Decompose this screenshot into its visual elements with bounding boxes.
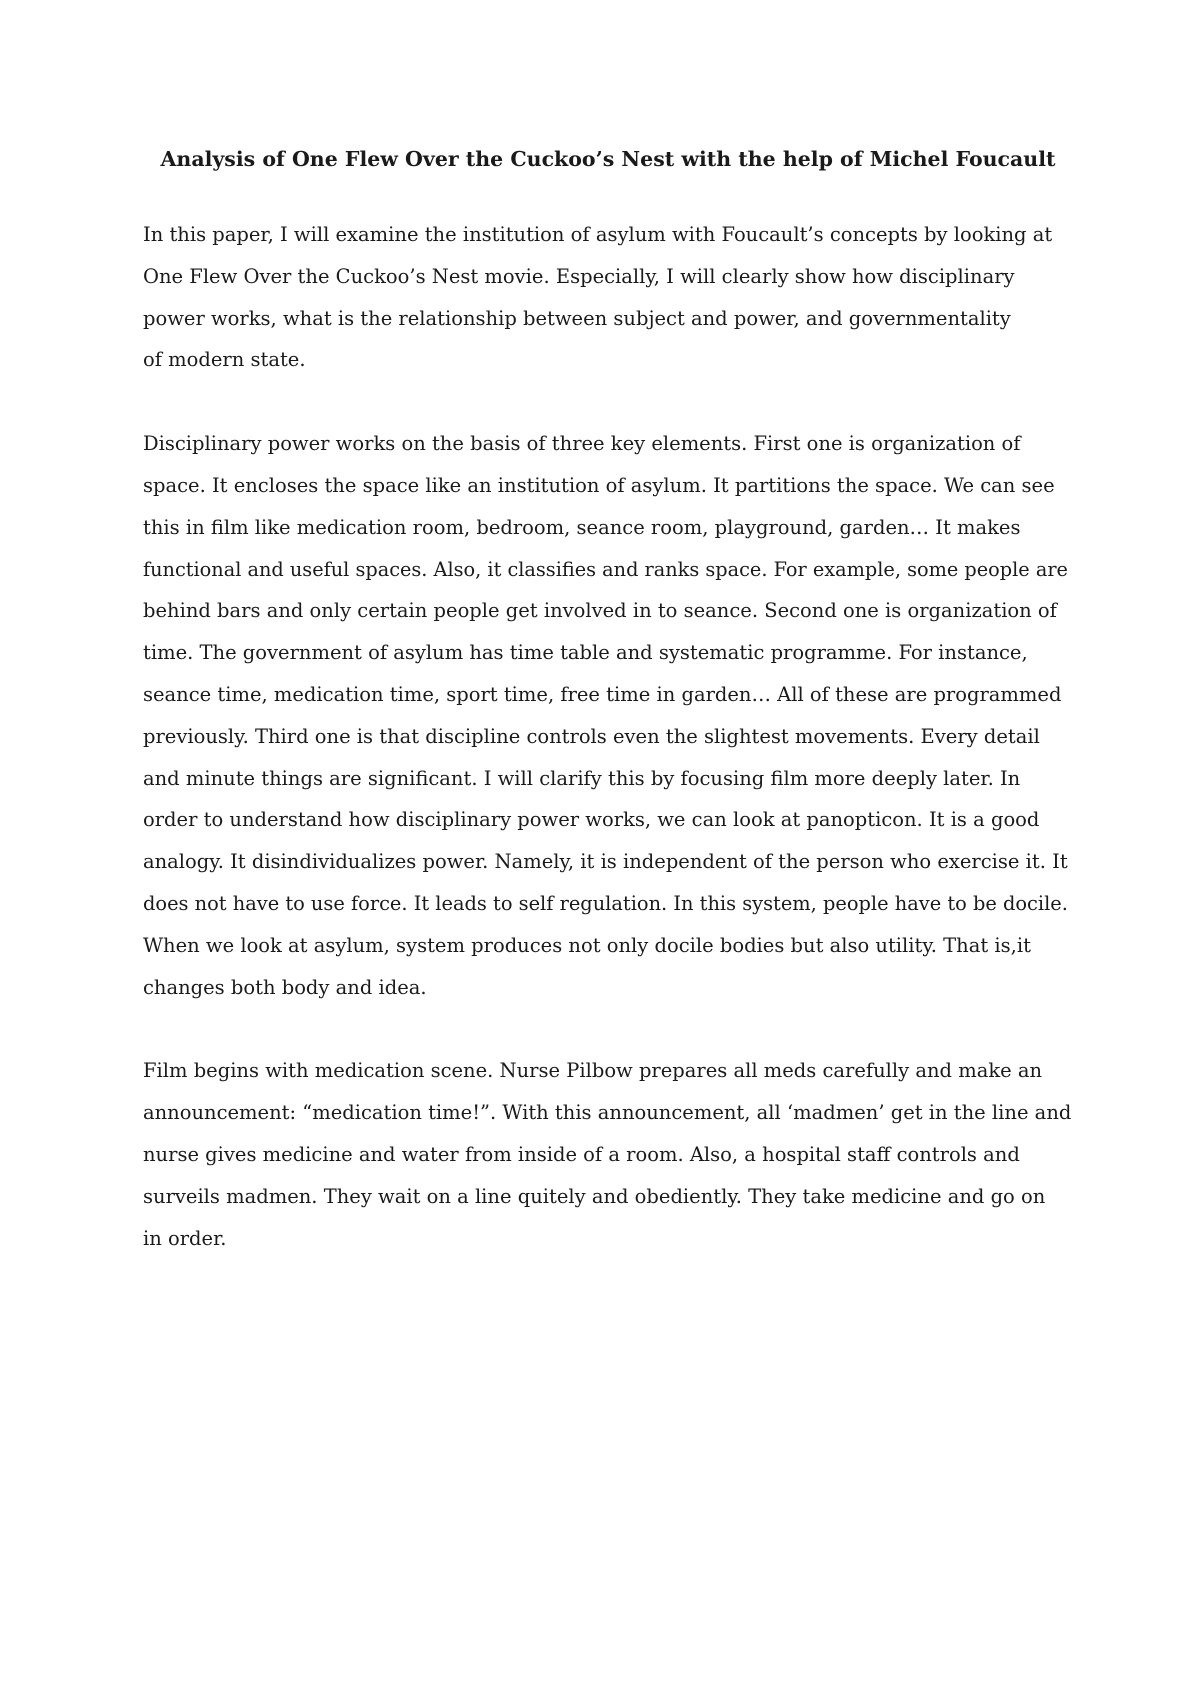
- paragraph-line: and minute things are significant. I will clarify this by focusing film more deeply later. In: [143, 766, 1021, 790]
- paragraph-line: power works, what is the relationship between subject and power, and governmentality: [143, 306, 1011, 330]
- paragraph-line: In this paper, I will examine the institution of asylum with Foucault’s concepts by looking at: [143, 223, 1053, 246]
- paragraph-line: previously. Third one is that discipline controls even the slightest movements. Every detail: [143, 724, 1040, 748]
- document-title: Analysis of One Flew Over the Cuckoo’s Nest with the help of Michel Foucault: [160, 147, 1056, 171]
- paragraph-line: surveils madmen. They wait on a line quitely and obediently. They take medicine and go on: [143, 1184, 1046, 1208]
- paragraph-intro: [143, 214, 1073, 381]
- paragraph-line: functional and useful spaces. Also, it classifies and ranks space. For example, some people are: [143, 557, 1068, 581]
- paragraph-line: order to understand how disciplinary power works, we can look at panopticon. It is a good: [143, 808, 1040, 832]
- paragraph-line: When we look at asylum, system produces not only docile bodies but also utility. That is,it: [143, 933, 1031, 957]
- paragraph-film-begins: [143, 1050, 1073, 1259]
- paragraph-line: seance time, medication time, sport time, free time in garden… All of these are programmed: [143, 682, 1062, 706]
- paragraph-line: Film begins with medication scene. Nurse Pilbow prepares all meds carefully and make an: [143, 1059, 1043, 1083]
- document-body: [143, 138, 1073, 1301]
- paragraph-line: One Flew Over the Cuckoo’s Nest movie. Especially, I will clearly show how disciplinary: [143, 264, 1015, 288]
- paragraph-line: analogy. It disindividualizes power. Namely, it is independent of the person who exercise it. It: [143, 850, 1068, 874]
- paragraph-line: in order.: [143, 1226, 227, 1250]
- paragraph-line: time. The government of asylum has time table and systematic programme. For instance,: [143, 641, 1028, 665]
- paragraph-line: does not have to use force. It leads to self regulation. In this system, people have to be docile.: [143, 891, 1068, 915]
- paragraph-line: space. It encloses the space like an institution of asylum. It partitions the space. We can see: [143, 473, 1055, 497]
- paragraph-line: nurse gives medicine and water from inside of a room. Also, a hospital staff controls and: [143, 1142, 1020, 1166]
- paragraph-line: this in film like medication room, bedroom, seance room, playground, garden… It makes: [143, 515, 1021, 539]
- paragraph-line: changes both body and idea.: [143, 975, 427, 999]
- paragraph-line: Disciplinary power works on the basis of three key elements. First one is organization of: [143, 432, 1021, 456]
- paragraph-line: of modern state.: [143, 348, 306, 372]
- paragraph-line: behind bars and only certain people get involved in to seance. Second one is organization of: [143, 599, 1057, 623]
- paragraph-line: announcement: “medication time!”. With this announcement, all ‘madmen’ get in the line and: [143, 1101, 1072, 1125]
- paragraph-disciplinary-power: [143, 423, 1073, 1008]
